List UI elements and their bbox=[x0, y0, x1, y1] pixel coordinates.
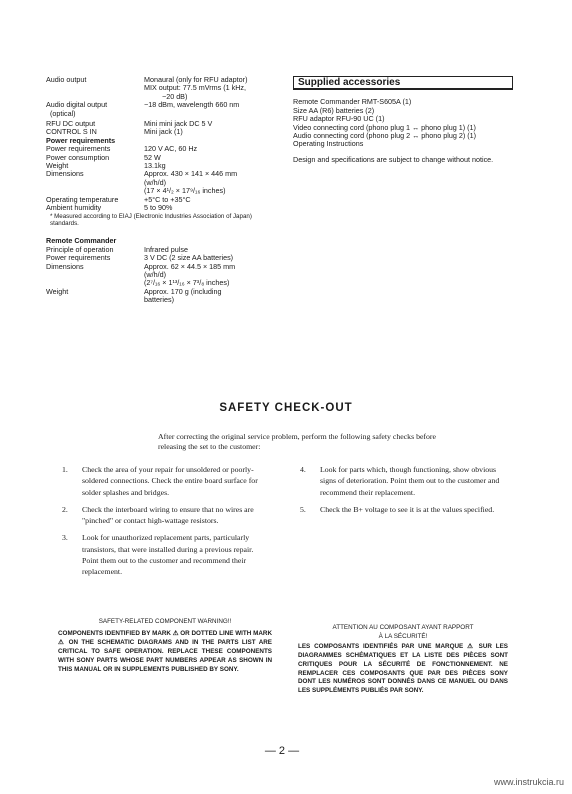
spec-audio-output: Audio output Monaural (only for RFU adaptor) MIX output: 77.5 mVrms (1 kHz, −20 dB) bbox=[46, 75, 248, 101]
spec-operating-temperature: Operating temperature +5°C to +35°C bbox=[46, 194, 191, 204]
list-item: 4. Look for parts which, though functioning, show obvious signs of deterioration. Point them out to the customer and recommend their replacement. bbox=[300, 465, 500, 497]
watermark: www.instrukcia.ru bbox=[493, 777, 564, 787]
page-number: — 2 — bbox=[264, 745, 300, 757]
warning-title: ATTENTION AU COMPOSANT AYANT RAPPORT À LA SÉCURITÉ! bbox=[332, 624, 474, 640]
supplied-accessories bbox=[293, 76, 513, 164]
spec-control-s-in: CONTROL S IN Mini jack (1) bbox=[46, 127, 183, 137]
section-heading-remote: Remote Commander bbox=[46, 236, 117, 246]
accessory-item: Operating Instructions bbox=[293, 139, 364, 149]
design-notice: Design and specifications are subject to change without notice. bbox=[293, 154, 494, 164]
spec-ambient-humidity: Ambient humidity 5 to 90% bbox=[46, 203, 173, 213]
spec-rfu-dc-output: RFU DC output Mini mini jack DC 5 V bbox=[46, 119, 213, 129]
accessory-item: Size AA (R6) batteries (2) bbox=[293, 105, 375, 115]
accessory-item: RFU adaptor RFU-90 UC (1) bbox=[293, 114, 385, 124]
accessories-title: Supplied accessories bbox=[293, 76, 513, 90]
safety-checkout-title: SAFETY CHECK-OUT bbox=[219, 402, 353, 414]
spec-power-requirements: Power requirements 120 V AC, 60 Hz bbox=[46, 144, 198, 154]
spec-dimensions: Dimensions Approx. 430 × 141 × 446 mm (w/h/d) (17 × 4¹/₂ × 17⁹/₁₆ inches) bbox=[46, 169, 238, 196]
spec-remote-dimensions: Dimensions Approx. 62 × 44.5 × 185 mm (w/h/d) (2⁷/₁₆ × 1¹³/₁₆ × 7³/₈ inches) bbox=[46, 261, 236, 288]
safety-intro: After correcting the original service problem, perform the following safety checks before releasing the set to the customer: bbox=[158, 432, 436, 451]
list-item: 1. Check the area of your repair for unsoldered or poorly-soldered connections. Check the entire board surface for solder splashes and bridges. bbox=[62, 465, 258, 497]
section-heading-power: Power requirements bbox=[46, 135, 116, 145]
warning-title: SAFETY-RELATED COMPONENT WARNING!! bbox=[98, 618, 232, 625]
specifications bbox=[46, 76, 278, 305]
safety-warning-english bbox=[58, 618, 272, 674]
accessory-item: Audio connecting cord (phono plug 2 ↔ phono plug 2) (1) bbox=[293, 131, 477, 141]
spec-remote-weight: Weight Approx. 170 g (including batteries) bbox=[46, 286, 222, 305]
warning-body: COMPONENTS IDENTIFIED BY MARK ⚠ OR DOTTED LINE WITH MARK ⚠ ON THE SCHEMATIC DIAGRAMS AND IN THE PARTS LIST ARE CRITICAL TO SAFE OPERATION. REPLACE THESE COMPONENTS WITH SONY PARTS WHOSE PART NUMBERS APPEAR AS SHOWN IN THIS MANUAL OR IN SUPPLEMENTS PUBLISHED BY SONY. bbox=[58, 629, 272, 673]
warning-body: LES COMPOSANTS IDENTIFIÉS PAR UNE MARQUE ⚠ SUR LES DIAGRAMMES SCHÉMATIQUES ET LA LISTE DES PIÈCES SONT CRITIQUES POUR LA SÉCURITÉ DE FONCTIONNEMENT. NE REMPLACER CES COMPOSANTS QUE PAR DES PIÈCES SONY DONT LES NUMÉROS SONT DONNÉS DANS CE MANUEL OU DANS LES SUPPLÉMENTS PUBLIÉS PAR SONY. bbox=[298, 642, 508, 695]
spec-remote-power: Power requirements 3 V DC (2 size AA batteries) bbox=[46, 253, 234, 263]
accessory-item: Video connecting cord (phono plug 1 ↔ phono plug 1) (1) bbox=[293, 122, 476, 132]
spec-power-consumption: Power consumption 52 W bbox=[46, 152, 161, 162]
accessory-item: Remote Commander RMT-S605A (1) bbox=[293, 97, 412, 107]
safety-warning-french bbox=[298, 624, 508, 696]
spec-principle: Principle of operation Infrared pulse bbox=[46, 244, 188, 254]
spec-audio-digital-output: Audio digital output (optical) −18 dBm, wavelength 660 nm bbox=[46, 100, 240, 118]
list-item: 2. Check the interboard wiring to ensure that no wires are "pinched" or contact high-wattage resistors. bbox=[62, 504, 254, 526]
safety-items-left bbox=[62, 464, 268, 584]
spec-weight: Weight 13.1kg bbox=[46, 161, 166, 171]
safety-items-right bbox=[300, 464, 500, 521]
list-item: 5. Check the B+ voltage to see it is at the values specified. bbox=[300, 504, 495, 514]
list-item: 3. Look for unauthorized replacement parts, particularly transistors, that were installed during a previous repair. Point them out to the customer and recommend their replacement. bbox=[62, 533, 254, 577]
spec-footnote: * Measured according to EIAJ (Electronic Industries Association of Japan) standards. bbox=[50, 212, 252, 227]
